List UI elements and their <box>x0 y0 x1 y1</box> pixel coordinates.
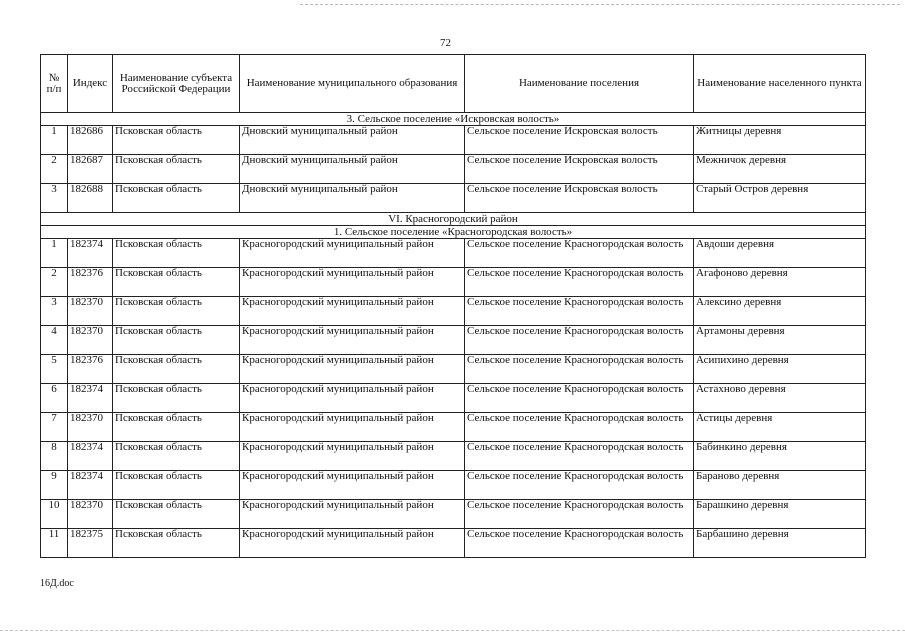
cell-municipality: Красногородский муниципальный район <box>240 268 465 297</box>
cell-locality: Межничок деревня <box>694 155 866 184</box>
cell-num: 3 <box>41 184 68 213</box>
cell-locality: Асипихино деревня <box>694 355 866 384</box>
cell-municipality: Красногородский муниципальный район <box>240 471 465 500</box>
cell-subject: Псковская область <box>113 500 240 529</box>
header-subject: Наименование субъекта Российской Федерации <box>113 55 240 113</box>
cell-index: 182374 <box>68 442 113 471</box>
table-row <box>41 239 866 268</box>
cell-subject: Псковская область <box>113 326 240 355</box>
cell-subject: Псковская область <box>113 413 240 442</box>
cell-municipality: Дновский муниципальный район <box>240 126 465 155</box>
cell-municipality: Красногородский муниципальный район <box>240 442 465 471</box>
cell-settlement: Сельское поселение Красногородская волость <box>465 384 694 413</box>
cell-settlement: Сельское поселение Искровская волость <box>465 184 694 213</box>
table-row <box>41 413 866 442</box>
cell-index: 182370 <box>68 413 113 442</box>
cell-subject: Псковская область <box>113 471 240 500</box>
cell-subject: Псковская область <box>113 268 240 297</box>
table-row <box>41 326 866 355</box>
cell-num: 3 <box>41 297 68 326</box>
cell-num: 1 <box>41 239 68 268</box>
cell-subject: Псковская область <box>113 442 240 471</box>
cell-num: 5 <box>41 355 68 384</box>
table-row <box>41 384 866 413</box>
cell-settlement: Сельское поселение Красногородская волость <box>465 413 694 442</box>
table-row <box>41 500 866 529</box>
page-number: 72 <box>440 37 451 49</box>
table-row <box>41 155 866 184</box>
section-title-iskrov: 3. Сельское поселение «Искровская волость» <box>41 113 866 126</box>
cell-index: 182376 <box>68 268 113 297</box>
cell-subject: Псковская область <box>113 155 240 184</box>
cell-settlement: Сельское поселение Красногородская волость <box>465 297 694 326</box>
table-row <box>41 442 866 471</box>
table-row <box>41 268 866 297</box>
cell-locality: Бараново деревня <box>694 471 866 500</box>
table-body <box>41 113 866 558</box>
cell-num: 4 <box>41 326 68 355</box>
header-settlement: Наименование поселения <box>465 55 694 113</box>
cell-num: 9 <box>41 471 68 500</box>
cell-locality: Астахново деревня <box>694 384 866 413</box>
scan-edge-bottom <box>0 630 905 631</box>
cell-num: 2 <box>41 268 68 297</box>
table-row <box>41 529 866 558</box>
cell-municipality: Красногородский муниципальный район <box>240 326 465 355</box>
cell-index: 182370 <box>68 326 113 355</box>
cell-num: 6 <box>41 384 68 413</box>
cell-index: 182375 <box>68 529 113 558</box>
footer-filename: 16Д.doc <box>40 578 74 589</box>
cell-settlement: Сельское поселение Искровская волость <box>465 126 694 155</box>
cell-index: 182688 <box>68 184 113 213</box>
table-row <box>41 355 866 384</box>
district-title: VI. Красногородский район <box>41 213 866 226</box>
cell-num: 2 <box>41 155 68 184</box>
cell-num: 1 <box>41 126 68 155</box>
cell-index: 182370 <box>68 500 113 529</box>
cell-locality: Артамоны деревня <box>694 326 866 355</box>
header-municipality: Наименование муниципального образования <box>240 55 465 113</box>
section-row <box>41 113 866 126</box>
section-row <box>41 226 866 239</box>
cell-num: 8 <box>41 442 68 471</box>
cell-locality: Агафоново деревня <box>694 268 866 297</box>
cell-municipality: Дновский муниципальный район <box>240 184 465 213</box>
cell-settlement: Сельское поселение Красногородская волость <box>465 471 694 500</box>
cell-municipality: Красногородский муниципальный район <box>240 355 465 384</box>
cell-settlement: Сельское поселение Красногородская волость <box>465 529 694 558</box>
cell-subject: Псковская область <box>113 297 240 326</box>
cell-subject: Псковская область <box>113 239 240 268</box>
cell-locality: Житницы деревня <box>694 126 866 155</box>
cell-index: 182374 <box>68 239 113 268</box>
table-row <box>41 184 866 213</box>
section-title-krasnogorod: 1. Сельское поселение «Красногородская волость» <box>41 226 866 239</box>
cell-municipality: Красногородский муниципальный район <box>240 384 465 413</box>
cell-subject: Псковская область <box>113 529 240 558</box>
cell-municipality: Красногородский муниципальный район <box>240 500 465 529</box>
cell-subject: Псковская область <box>113 184 240 213</box>
cell-municipality: Дновский муниципальный район <box>240 155 465 184</box>
cell-locality: Барбашино деревня <box>694 529 866 558</box>
cell-settlement: Сельское поселение Красногородская волость <box>465 268 694 297</box>
header-index: Индекс <box>68 55 113 113</box>
cell-locality: Старый Остров деревня <box>694 184 866 213</box>
scan-edge-top <box>300 4 900 5</box>
cell-num: 10 <box>41 500 68 529</box>
table-header-row <box>41 55 866 113</box>
cell-subject: Псковская область <box>113 126 240 155</box>
cell-locality: Астицы деревня <box>694 413 866 442</box>
header-num: № п/п <box>41 55 68 113</box>
table-row <box>41 471 866 500</box>
cell-settlement: Сельское поселение Красногородская волость <box>465 500 694 529</box>
table-row <box>41 297 866 326</box>
cell-num: 7 <box>41 413 68 442</box>
cell-locality: Бабинкино деревня <box>694 442 866 471</box>
cell-index: 182374 <box>68 384 113 413</box>
table-row <box>41 126 866 155</box>
cell-settlement: Сельское поселение Красногородская волость <box>465 442 694 471</box>
cell-municipality: Красногородский муниципальный район <box>240 297 465 326</box>
cell-locality: Алексино деревня <box>694 297 866 326</box>
cell-subject: Псковская область <box>113 355 240 384</box>
cell-subject: Псковская область <box>113 384 240 413</box>
cell-settlement: Сельское поселение Красногородская волость <box>465 355 694 384</box>
cell-locality: Барашкино деревня <box>694 500 866 529</box>
cell-index: 182370 <box>68 297 113 326</box>
cell-settlement: Сельское поселение Искровская волость <box>465 155 694 184</box>
cell-settlement: Сельское поселение Красногородская волость <box>465 326 694 355</box>
cell-index: 182374 <box>68 471 113 500</box>
cell-municipality: Красногородский муниципальный район <box>240 413 465 442</box>
cell-municipality: Красногородский муниципальный район <box>240 529 465 558</box>
cell-index: 182687 <box>68 155 113 184</box>
localities-table <box>40 54 866 558</box>
section-row <box>41 213 866 226</box>
cell-num: 11 <box>41 529 68 558</box>
cell-municipality: Красногородский муниципальный район <box>240 239 465 268</box>
cell-settlement: Сельское поселение Красногородская волость <box>465 239 694 268</box>
header-locality: Наименование населенного пункта <box>694 55 866 113</box>
cell-locality: Авдоши деревня <box>694 239 866 268</box>
cell-index: 182376 <box>68 355 113 384</box>
cell-index: 182686 <box>68 126 113 155</box>
